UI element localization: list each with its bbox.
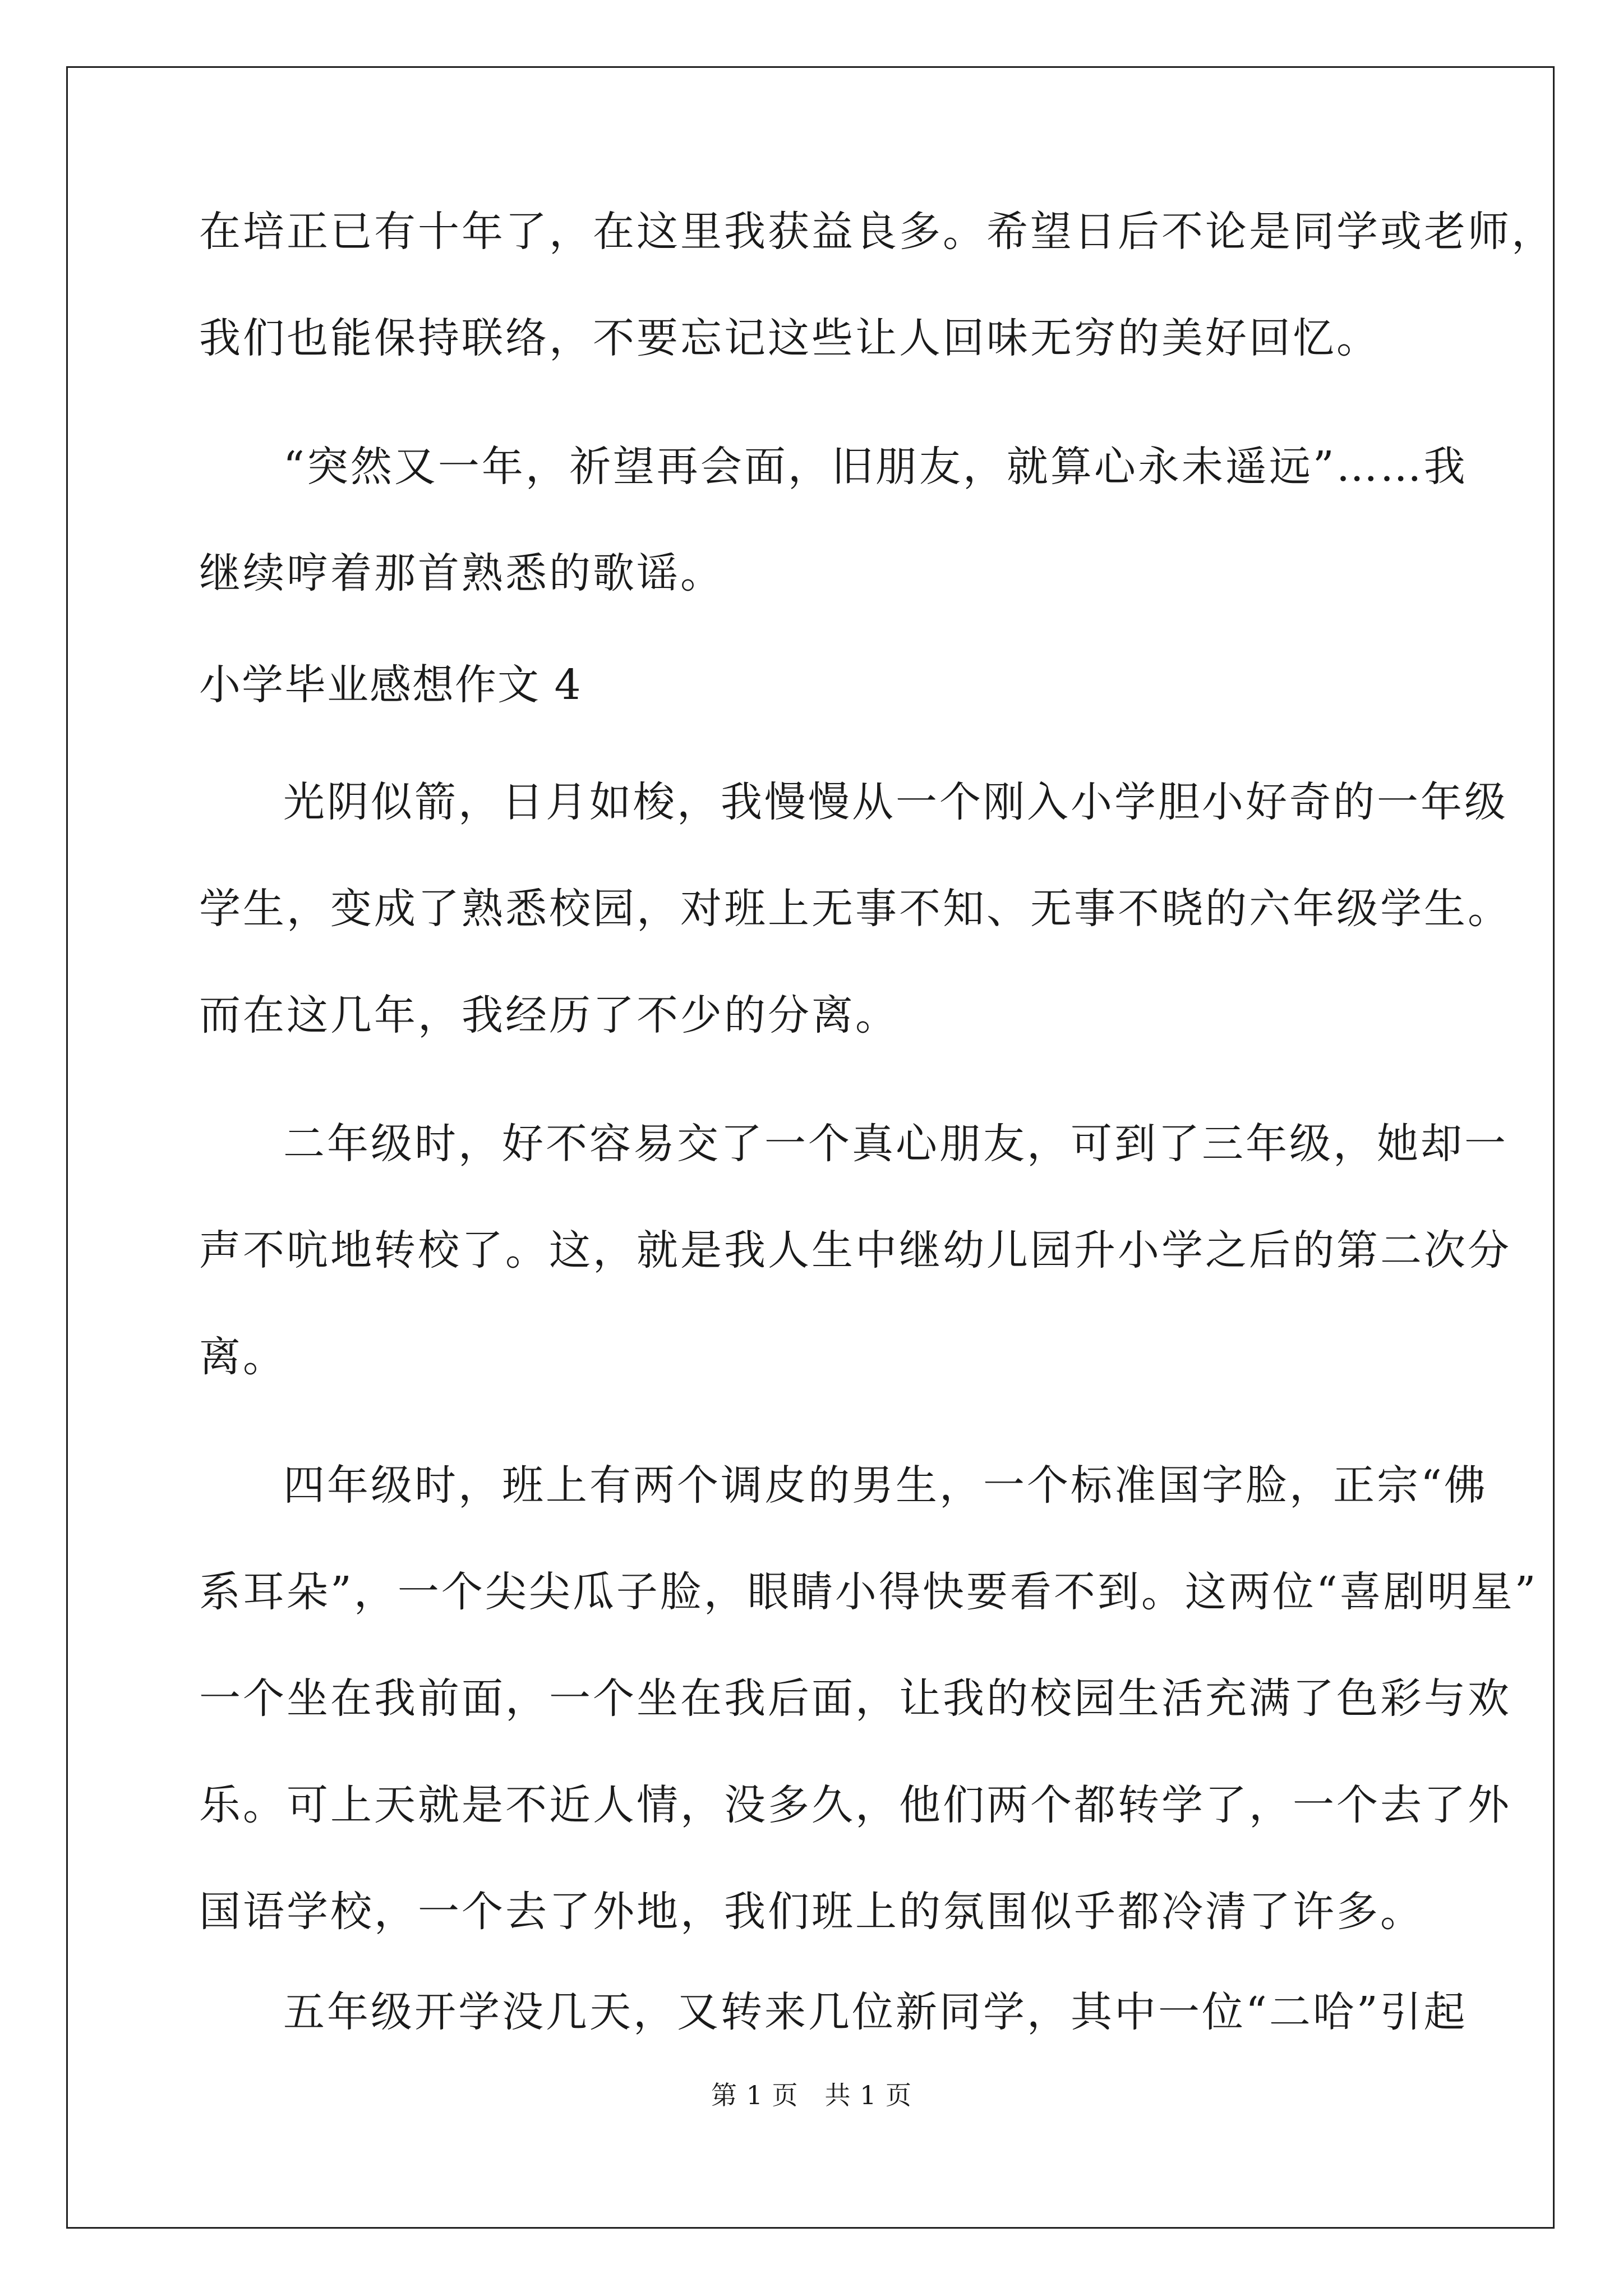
text-line: 我们也能保持联络，不要忘记这些让人回味无穷的美好回忆。	[199, 314, 1380, 362]
text-line: 系耳朵”，一个尖尖瓜子脸，眼睛小得快要看不到。这两位“喜剧明星”	[199, 1568, 1538, 1616]
text-line: 声不吭地转校了。这，就是我人生中继幼儿园升小学之后的第二次分	[199, 1226, 1511, 1274]
text-line: 五年级开学没几天，又转来几位新同学，其中一位“二哈”引起	[283, 1988, 1468, 2036]
page-footer: 第 1 页 共 1 页	[711, 2080, 912, 2110]
text-line: 在培正已有十年了，在这里我获益良多。希望日后不论是同学或老师，	[199, 208, 1555, 256]
text-line: 继续哼着那首熟悉的歌谣。	[199, 549, 724, 597]
text-line: 而在这几年，我经历了不少的分离。	[199, 991, 899, 1039]
text-line: 国语学校，一个去了外地，我们班上的氛围似乎都冷清了许多。	[199, 1888, 1424, 1936]
text-line: 光阴似箭，日月如梭，我慢慢从一个刚入小学胆小好奇的一年级	[283, 778, 1508, 826]
section-heading: 小学毕业感想作文 4	[199, 661, 582, 709]
text-line: 二年级时，好不容易交了一个真心朋友，可到了三年级，她却一	[283, 1120, 1508, 1168]
text-line: 一个坐在我前面，一个坐在我后面，让我的校园生活充满了色彩与欢	[199, 1674, 1511, 1723]
text-line: 学生，变成了熟悉校园，对班上无事不知、无事不晓的六年级学生。	[199, 885, 1511, 933]
text-line: “突然又一年，祈望再会面，旧朋友，就算心永未遥远”……我	[283, 443, 1468, 491]
text-line: 离。	[199, 1333, 287, 1381]
text-line: 乐。可上天就是不近人情，没多久，他们两个都转学了，一个去了外	[199, 1781, 1511, 1829]
text-line: 四年级时，班上有两个调皮的男生，一个标准国字脸，正宗“佛	[283, 1461, 1488, 1510]
